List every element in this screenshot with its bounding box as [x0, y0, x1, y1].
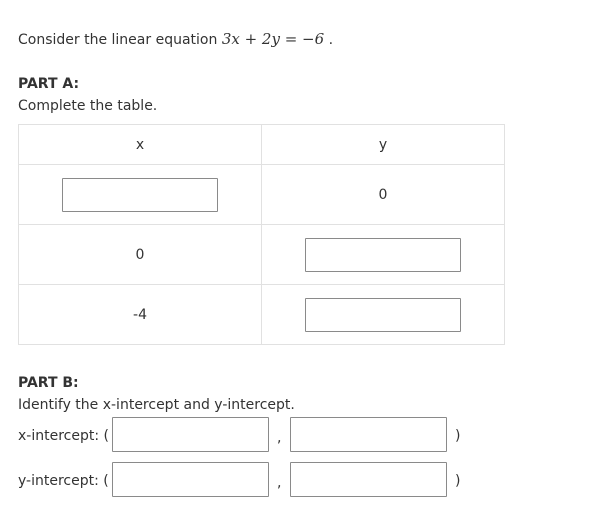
x-intercept-close-paren: ): [455, 428, 461, 444]
part-a-label: PART A:: [18, 76, 80, 92]
y-intercept-label: y-intercept: (: [18, 473, 109, 489]
part-a-instruction: Complete the table.: [18, 98, 158, 114]
table-row: [19, 285, 505, 345]
part-b-label: PART B:: [18, 375, 79, 391]
table-row: [19, 165, 505, 225]
table-header-row: [19, 125, 505, 165]
x-intercept-comma: ,: [277, 430, 282, 446]
y-intercept-x-input[interactable]: [112, 462, 269, 497]
y-intercept-close-paren: ): [455, 473, 461, 489]
cell-y: [262, 285, 505, 345]
part-b-instruction: Identify the x-intercept and y-intercept.: [18, 397, 295, 413]
y-intercept-y-input[interactable]: [290, 462, 447, 497]
prompt-suffix: .: [324, 32, 334, 48]
cell-x: -4: [19, 285, 262, 345]
column-header-y: y: [262, 125, 505, 165]
equation: 3x + 2y = −6: [221, 30, 325, 48]
question-prompt: [18, 29, 333, 50]
column-header-x: x: [19, 125, 262, 165]
prompt-text: Consider the linear equation: [18, 32, 222, 48]
xy-table: [18, 124, 505, 345]
cell-x: [19, 165, 262, 225]
y-input-row-3[interactable]: [305, 298, 461, 332]
cell-x: 0: [19, 225, 262, 285]
y-intercept-comma: ,: [277, 475, 282, 491]
table-row: [19, 225, 505, 285]
cell-y: 0: [262, 165, 505, 225]
x-intercept-x-input[interactable]: [112, 417, 269, 452]
x-input-row-1[interactable]: [62, 178, 218, 212]
x-intercept-y-input[interactable]: [290, 417, 447, 452]
x-intercept-label: x-intercept: (: [18, 428, 109, 444]
cell-y: [262, 225, 505, 285]
y-input-row-2[interactable]: [305, 238, 461, 272]
